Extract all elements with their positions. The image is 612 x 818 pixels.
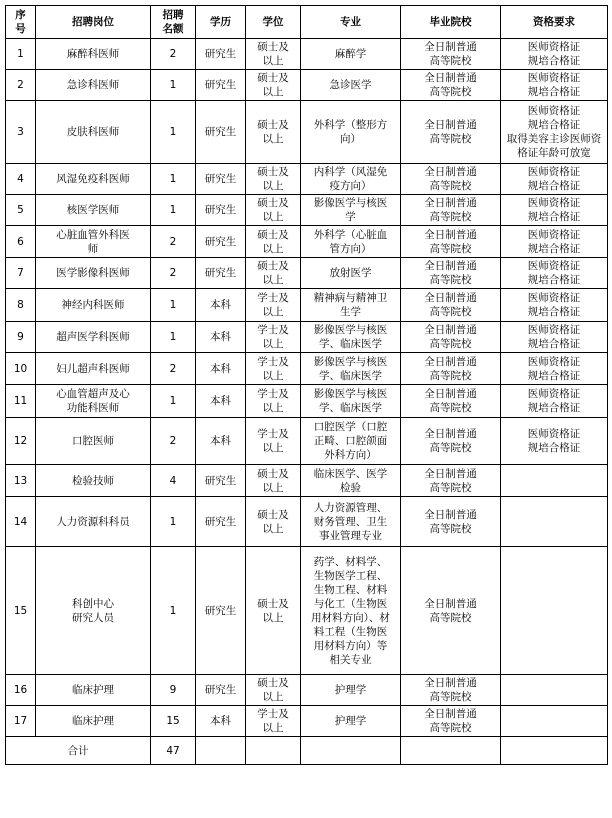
cell-post: 人力资源科科员 bbox=[36, 497, 151, 547]
cell-degree: 硕士及 以上 bbox=[246, 547, 301, 675]
cell-post: 急诊科医师 bbox=[36, 70, 151, 101]
cell-index: 8 bbox=[6, 289, 36, 322]
header-cell-count: 招聘 名额 bbox=[151, 6, 196, 39]
cell-major: 人力资源管理、 财务管理、卫生 事业管理专业 bbox=[301, 497, 401, 547]
cell-count: 4 bbox=[151, 465, 196, 497]
cell-school: 全日制普通 高等院校 bbox=[401, 418, 501, 465]
table-row bbox=[6, 289, 608, 322]
cell-major: 药学、材料学、 生物医学工程、 生物工程、材料 与化工（生物医 用材料方向）、材 料工程（生物医 用材料方向）等 相关专业 bbox=[301, 547, 401, 675]
cell-count: 1 bbox=[151, 195, 196, 226]
cell-requirement bbox=[501, 547, 608, 675]
cell-degree: 硕士及 以上 bbox=[246, 195, 301, 226]
cell-school: 全日制普通 高等院校 bbox=[401, 322, 501, 353]
cell-degree: 硕士及 以上 bbox=[246, 675, 301, 706]
cell-index: 16 bbox=[6, 675, 36, 706]
cell-education: 本科 bbox=[196, 289, 246, 322]
cell-index: 1 bbox=[6, 39, 36, 70]
total-label: 合计 bbox=[6, 737, 151, 765]
cell-education: 研究生 bbox=[196, 675, 246, 706]
cell-degree: 学士及 以上 bbox=[246, 385, 301, 418]
cell-requirement: 医师资格证 规培合格证 bbox=[501, 385, 608, 418]
cell-index: 17 bbox=[6, 706, 36, 737]
total-count: 47 bbox=[151, 737, 196, 765]
cell-school: 全日制普通 高等院校 bbox=[401, 70, 501, 101]
cell-requirement: 医师资格证 规培合格证 取得美容主诊医师资 格证年龄可放宽 bbox=[501, 101, 608, 164]
cell-education: 研究生 bbox=[196, 465, 246, 497]
cell-degree: 硕士及 以上 bbox=[246, 70, 301, 101]
header-cell-index: 序 号 bbox=[6, 6, 36, 39]
cell-major: 影像医学与核医 学、临床医学 bbox=[301, 353, 401, 385]
cell-requirement: 医师资格证 规培合格证 bbox=[501, 39, 608, 70]
cell-post: 口腔医师 bbox=[36, 418, 151, 465]
table-cell bbox=[401, 737, 501, 765]
cell-school: 全日制普通 高等院校 bbox=[401, 289, 501, 322]
cell-major: 影像医学与核医 学、临床医学 bbox=[301, 322, 401, 353]
cell-count: 1 bbox=[151, 70, 196, 101]
table-header-row bbox=[6, 6, 608, 39]
table-body bbox=[6, 39, 608, 737]
cell-post: 科创中心 研究人员 bbox=[36, 547, 151, 675]
table-row bbox=[6, 547, 608, 675]
cell-post: 心脏血管外科医 师 bbox=[36, 226, 151, 258]
cell-post: 临床护理 bbox=[36, 675, 151, 706]
cell-post: 检验技师 bbox=[36, 465, 151, 497]
cell-count: 2 bbox=[151, 418, 196, 465]
cell-post: 超声医学科医师 bbox=[36, 322, 151, 353]
cell-index: 13 bbox=[6, 465, 36, 497]
cell-education: 研究生 bbox=[196, 226, 246, 258]
cell-post: 麻醉科医师 bbox=[36, 39, 151, 70]
cell-degree: 学士及 以上 bbox=[246, 706, 301, 737]
total-row bbox=[6, 737, 608, 765]
cell-education: 研究生 bbox=[196, 258, 246, 289]
cell-index: 14 bbox=[6, 497, 36, 547]
cell-education: 研究生 bbox=[196, 101, 246, 164]
cell-school: 全日制普通 高等院校 bbox=[401, 164, 501, 195]
table-row bbox=[6, 39, 608, 70]
cell-education: 研究生 bbox=[196, 497, 246, 547]
cell-degree: 硕士及 以上 bbox=[246, 258, 301, 289]
header-cell-degree: 学位 bbox=[246, 6, 301, 39]
cell-count: 1 bbox=[151, 547, 196, 675]
cell-school: 全日制普通 高等院校 bbox=[401, 353, 501, 385]
cell-index: 11 bbox=[6, 385, 36, 418]
cell-education: 研究生 bbox=[196, 70, 246, 101]
cell-school: 全日制普通 高等院校 bbox=[401, 385, 501, 418]
cell-education: 本科 bbox=[196, 322, 246, 353]
cell-major: 影像医学与核医 学、临床医学 bbox=[301, 385, 401, 418]
cell-post: 神经内科医师 bbox=[36, 289, 151, 322]
cell-major: 外科学（整形方 向） bbox=[301, 101, 401, 164]
cell-post: 风湿免疫科医师 bbox=[36, 164, 151, 195]
cell-count: 1 bbox=[151, 322, 196, 353]
cell-index: 12 bbox=[6, 418, 36, 465]
cell-school: 全日制普通 高等院校 bbox=[401, 497, 501, 547]
cell-post: 皮肤科医师 bbox=[36, 101, 151, 164]
cell-requirement: 医师资格证 规培合格证 bbox=[501, 195, 608, 226]
cell-requirement bbox=[501, 465, 608, 497]
cell-count: 1 bbox=[151, 101, 196, 164]
table-row bbox=[6, 322, 608, 353]
table-row bbox=[6, 418, 608, 465]
cell-post: 医学影像科医师 bbox=[36, 258, 151, 289]
cell-requirement: 医师资格证 规培合格证 bbox=[501, 289, 608, 322]
cell-major: 临床医学、医学 检验 bbox=[301, 465, 401, 497]
cell-major: 影像医学与核医 学 bbox=[301, 195, 401, 226]
cell-major: 护理学 bbox=[301, 675, 401, 706]
cell-requirement: 医师资格证 规培合格证 bbox=[501, 164, 608, 195]
table-row bbox=[6, 706, 608, 737]
cell-degree: 硕士及 以上 bbox=[246, 497, 301, 547]
cell-count: 1 bbox=[151, 289, 196, 322]
cell-education: 研究生 bbox=[196, 164, 246, 195]
table-cell bbox=[301, 737, 401, 765]
cell-requirement: 医师资格证 规培合格证 bbox=[501, 353, 608, 385]
table-row bbox=[6, 385, 608, 418]
cell-requirement: 医师资格证 规培合格证 bbox=[501, 418, 608, 465]
cell-requirement: 医师资格证 规培合格证 bbox=[501, 322, 608, 353]
cell-degree: 硕士及 以上 bbox=[246, 164, 301, 195]
cell-major: 急诊医学 bbox=[301, 70, 401, 101]
cell-count: 15 bbox=[151, 706, 196, 737]
table-row bbox=[6, 465, 608, 497]
cell-school: 全日制普通 高等院校 bbox=[401, 547, 501, 675]
cell-degree: 学士及 以上 bbox=[246, 322, 301, 353]
table-row bbox=[6, 675, 608, 706]
table-row bbox=[6, 258, 608, 289]
cell-index: 6 bbox=[6, 226, 36, 258]
cell-index: 10 bbox=[6, 353, 36, 385]
table-row bbox=[6, 164, 608, 195]
table-row bbox=[6, 497, 608, 547]
cell-education: 研究生 bbox=[196, 195, 246, 226]
table-row bbox=[6, 353, 608, 385]
cell-index: 15 bbox=[6, 547, 36, 675]
cell-school: 全日制普通 高等院校 bbox=[401, 675, 501, 706]
cell-index: 2 bbox=[6, 70, 36, 101]
cell-index: 3 bbox=[6, 101, 36, 164]
table-row bbox=[6, 226, 608, 258]
header-cell-requirement: 资格要求 bbox=[501, 6, 608, 39]
cell-major: 护理学 bbox=[301, 706, 401, 737]
header-cell-education: 学历 bbox=[196, 6, 246, 39]
cell-index: 4 bbox=[6, 164, 36, 195]
cell-index: 9 bbox=[6, 322, 36, 353]
table-cell bbox=[196, 737, 246, 765]
cell-major: 内科学（风湿免 疫方向） bbox=[301, 164, 401, 195]
cell-post: 临床护理 bbox=[36, 706, 151, 737]
table-cell bbox=[246, 737, 301, 765]
cell-major: 口腔医学（口腔 正畸、口腔颌面 外科方向） bbox=[301, 418, 401, 465]
header-cell-school: 毕业院校 bbox=[401, 6, 501, 39]
table-row bbox=[6, 195, 608, 226]
cell-count: 2 bbox=[151, 258, 196, 289]
cell-school: 全日制普通 高等院校 bbox=[401, 258, 501, 289]
cell-post: 妇儿超声科医师 bbox=[36, 353, 151, 385]
cell-education: 本科 bbox=[196, 706, 246, 737]
cell-major: 外科学（心脏血 管方向） bbox=[301, 226, 401, 258]
table-row bbox=[6, 70, 608, 101]
cell-major: 精神病与精神卫 生学 bbox=[301, 289, 401, 322]
cell-education: 研究生 bbox=[196, 547, 246, 675]
cell-education: 研究生 bbox=[196, 39, 246, 70]
cell-degree: 硕士及 以上 bbox=[246, 465, 301, 497]
cell-count: 9 bbox=[151, 675, 196, 706]
cell-education: 本科 bbox=[196, 385, 246, 418]
cell-requirement: 医师资格证 规培合格证 bbox=[501, 226, 608, 258]
table-row bbox=[6, 101, 608, 164]
cell-degree: 硕士及 以上 bbox=[246, 39, 301, 70]
cell-count: 2 bbox=[151, 39, 196, 70]
cell-count: 1 bbox=[151, 164, 196, 195]
cell-requirement: 医师资格证 规培合格证 bbox=[501, 70, 608, 101]
cell-post: 核医学医师 bbox=[36, 195, 151, 226]
cell-school: 全日制普通 高等院校 bbox=[401, 39, 501, 70]
cell-school: 全日制普通 高等院校 bbox=[401, 195, 501, 226]
cell-count: 1 bbox=[151, 497, 196, 547]
cell-requirement bbox=[501, 675, 608, 706]
table-cell bbox=[501, 737, 608, 765]
cell-post: 心血管超声及心 功能科医师 bbox=[36, 385, 151, 418]
cell-major: 麻醉学 bbox=[301, 39, 401, 70]
cell-education: 本科 bbox=[196, 418, 246, 465]
cell-count: 2 bbox=[151, 226, 196, 258]
header-cell-major: 专业 bbox=[301, 6, 401, 39]
cell-index: 5 bbox=[6, 195, 36, 226]
cell-school: 全日制普通 高等院校 bbox=[401, 465, 501, 497]
header-cell-post: 招聘岗位 bbox=[36, 6, 151, 39]
cell-school: 全日制普通 高等院校 bbox=[401, 226, 501, 258]
cell-requirement: 医师资格证 规培合格证 bbox=[501, 258, 608, 289]
cell-degree: 硕士及 以上 bbox=[246, 226, 301, 258]
cell-school: 全日制普通 高等院校 bbox=[401, 706, 501, 737]
cell-index: 7 bbox=[6, 258, 36, 289]
cell-education: 本科 bbox=[196, 353, 246, 385]
cell-requirement bbox=[501, 497, 608, 547]
cell-degree: 学士及 以上 bbox=[246, 418, 301, 465]
cell-major: 放射医学 bbox=[301, 258, 401, 289]
cell-requirement bbox=[501, 706, 608, 737]
cell-degree: 学士及 以上 bbox=[246, 353, 301, 385]
recruitment-table bbox=[5, 5, 608, 765]
cell-degree: 学士及 以上 bbox=[246, 289, 301, 322]
cell-count: 1 bbox=[151, 385, 196, 418]
cell-degree: 硕士及 以上 bbox=[246, 101, 301, 164]
cell-school: 全日制普通 高等院校 bbox=[401, 101, 501, 164]
cell-count: 2 bbox=[151, 353, 196, 385]
